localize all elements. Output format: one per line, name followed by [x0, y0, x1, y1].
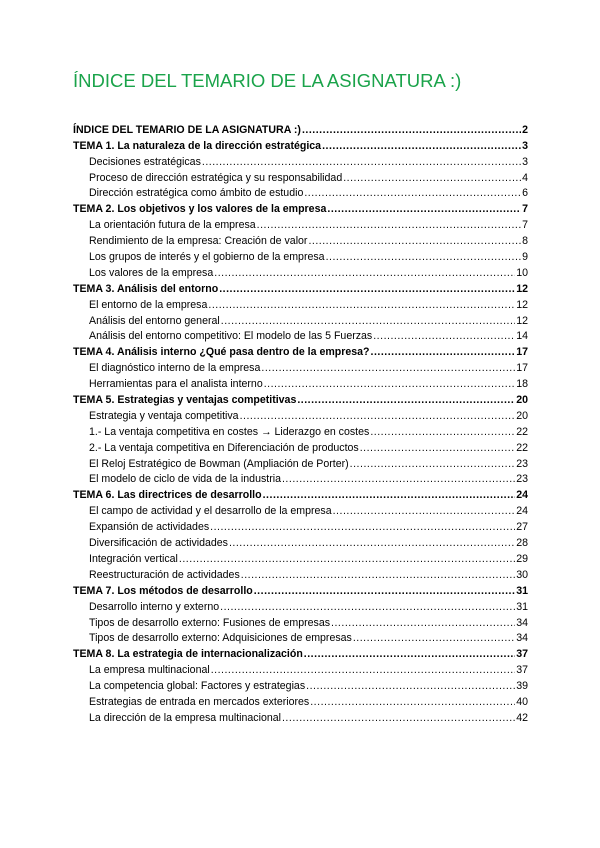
toc-entry-page-number: 20 [516, 394, 528, 407]
toc-dot-leader [327, 203, 521, 215]
toc-entry-page-number: 7 [522, 219, 528, 232]
toc-entry-page-number: 6 [522, 187, 528, 200]
toc-dot-leader [297, 394, 515, 406]
toc-entry-label: Reestructuración de actividades [89, 568, 240, 581]
toc-section-entry[interactable] [73, 374, 528, 390]
toc-section-entry[interactable] [73, 613, 528, 629]
toc-entry-label: El Reloj Estratégico de Bowman (Ampliación de Porter) [89, 457, 349, 470]
toc-dot-leader [240, 410, 516, 422]
toc-entry-label: La dirección de la empresa multinacional [89, 711, 281, 724]
toc-dot-leader [302, 124, 521, 136]
toc-entry-label: ÍNDICE DEL TEMARIO DE LA ASIGNATURA :) [73, 123, 301, 136]
toc-section-entry[interactable] [73, 629, 528, 645]
toc-section-entry[interactable] [73, 470, 528, 486]
toc-entry-page-number: 12 [516, 282, 528, 295]
toc-entry-label: La competencia global: Factores y estrategias [89, 680, 306, 693]
toc-section-entry[interactable] [73, 358, 528, 374]
toc-dot-leader [229, 537, 515, 549]
toc-entry-page-number: 23 [516, 473, 528, 486]
toc-section-entry[interactable] [73, 692, 528, 708]
toc-entry-label: Estrategias de entrada en mercados exteriores [89, 695, 310, 708]
toc-entry-page-number: 14 [516, 330, 528, 343]
toc-dot-leader [306, 680, 515, 692]
toc-entry-label: TEMA 1. La naturaleza de la dirección estratégica [73, 139, 322, 152]
toc-entry-page-number: 37 [516, 664, 528, 677]
toc-dot-leader [264, 378, 515, 390]
toc-dot-leader [220, 601, 515, 613]
toc-section-entry[interactable] [73, 501, 528, 517]
toc-section-entry[interactable] [73, 327, 528, 343]
toc-entry-page-number: 29 [516, 552, 528, 565]
toc-entry-label: Diversificación de actividades [89, 537, 228, 550]
toc-dot-leader [304, 187, 521, 199]
toc-entry-label: El entorno de la empresa [89, 298, 208, 311]
toc-entry-page-number: 20 [516, 409, 528, 422]
toc-entry-page-number: 40 [516, 695, 528, 708]
toc-entry-page-number: 12 [516, 298, 528, 311]
toc-dot-leader [322, 140, 521, 152]
toc-chapter-entry[interactable] [73, 342, 528, 358]
toc-dot-leader [282, 712, 515, 724]
toc-section-entry[interactable] [73, 565, 528, 581]
toc-entry-page-number: 17 [516, 362, 528, 375]
toc-dot-leader [371, 346, 516, 358]
toc-entry-label: TEMA 6. Las directrices de desarrollo [73, 489, 262, 502]
toc-dot-leader [333, 505, 516, 517]
toc-entry-label: Dirección estratégica como ámbito de estudio [89, 187, 304, 200]
toc-entry-page-number: 18 [516, 378, 528, 391]
toc-entry-label: Estrategia y ventaja competitiva [89, 409, 239, 422]
toc-dot-leader [326, 251, 522, 263]
toc-chapter-entry[interactable] [73, 279, 528, 295]
toc-dot-leader [202, 156, 521, 168]
toc-entry-page-number: 34 [516, 632, 528, 645]
toc-chapter-entry[interactable] [73, 581, 528, 597]
toc-entry-page-number: 22 [516, 441, 528, 454]
toc-entry-label: Los valores de la empresa [89, 266, 214, 279]
toc-section-entry[interactable] [73, 168, 528, 184]
toc-dot-leader [241, 569, 515, 581]
toc-entry-label: Herramientas para el analista interno [89, 378, 263, 391]
toc-entry-page-number: 4 [522, 171, 528, 184]
toc-entry-page-number: 31 [516, 584, 528, 597]
toc-dot-leader [208, 299, 515, 311]
toc-section-entry[interactable] [73, 517, 528, 533]
toc-entry-label: Análisis del entorno general [89, 314, 220, 327]
toc-entry-label: Integración vertical [89, 552, 178, 565]
toc-dot-leader [310, 696, 515, 708]
toc-entry-page-number: 42 [516, 711, 528, 724]
toc-entry-page-number: 27 [516, 521, 528, 534]
toc-section-entry[interactable] [73, 549, 528, 565]
toc-section-entry[interactable] [73, 597, 528, 613]
toc-entry-label: La orientación futura de la empresa [89, 219, 256, 232]
toc-dot-leader [343, 172, 521, 184]
toc-chapter-entry[interactable] [73, 390, 528, 406]
toc-section-entry[interactable] [73, 231, 528, 247]
toc-entry-label: Tipos de desarrollo externo: Adquisiciones de empresas [89, 632, 352, 645]
toc-entry-label: La empresa multinacional [89, 664, 210, 677]
toc-dot-leader [370, 426, 515, 438]
toc-chapter-entry[interactable] [73, 644, 528, 660]
toc-section-entry[interactable] [73, 438, 528, 454]
toc-entry-label: 1.- La ventaja competitiva en costes → Liderazgo en costes [89, 425, 370, 438]
toc-dot-leader [219, 283, 515, 295]
table-of-contents [73, 120, 528, 724]
toc-dot-leader [254, 585, 515, 597]
toc-section-entry[interactable] [73, 708, 528, 724]
toc-dot-leader [331, 617, 515, 629]
toc-entry-label: TEMA 5. Estrategias y ventajas competitivas [73, 394, 297, 407]
toc-entry-page-number: 2 [522, 123, 528, 136]
toc-dot-leader [261, 362, 515, 374]
toc-dot-leader [221, 315, 515, 327]
toc-entry-label: Análisis del entorno competitivo: El modelo de las 5 Fuerzas [89, 330, 373, 343]
toc-entry-page-number: 3 [522, 155, 528, 168]
toc-entry-page-number: 8 [522, 235, 528, 248]
toc-chapter-entry[interactable] [73, 485, 528, 501]
toc-entry-label: Los grupos de interés y el gobierno de la empresa [89, 251, 325, 264]
toc-dot-leader [360, 442, 515, 454]
toc-entry-page-number: 23 [516, 457, 528, 470]
toc-entry-page-number: 7 [522, 203, 528, 216]
toc-entry-label: El modelo de ciclo de vida de la industria [89, 473, 281, 486]
toc-section-entry[interactable] [73, 676, 528, 692]
toc-entry-page-number: 24 [516, 505, 528, 518]
toc-chapter-entry[interactable] [73, 199, 528, 215]
toc-entry-page-number: 17 [516, 346, 528, 359]
toc-entry-label: TEMA 4. Análisis interno ¿Qué pasa dentro de la empresa? [73, 346, 370, 359]
toc-entry-page-number: 31 [516, 600, 528, 613]
toc-entry-label: El diagnóstico interno de la empresa [89, 362, 261, 375]
toc-entry-page-number: 39 [516, 680, 528, 693]
toc-section-entry[interactable] [73, 295, 528, 311]
toc-dot-leader [373, 330, 515, 342]
toc-entry-label: TEMA 3. Análisis del entorno [73, 282, 219, 295]
toc-dot-leader [308, 235, 521, 247]
toc-entry-page-number: 3 [522, 139, 528, 152]
toc-section-entry[interactable] [73, 454, 528, 470]
toc-entry-label: TEMA 7. Los métodos de desarrollo [73, 584, 253, 597]
toc-chapter-entry[interactable] [73, 136, 528, 152]
toc-chapter-entry[interactable] [73, 120, 528, 136]
toc-dot-leader [179, 553, 515, 565]
toc-section-entry[interactable] [73, 247, 528, 263]
toc-entry-page-number: 37 [516, 648, 528, 661]
toc-entry-page-number: 34 [516, 616, 528, 629]
toc-entry-label: Rendimiento de la empresa: Creación de valor [89, 235, 308, 248]
toc-section-entry[interactable] [73, 406, 528, 422]
toc-dot-leader [353, 632, 515, 644]
toc-section-entry[interactable] [73, 263, 528, 279]
toc-dot-leader [211, 664, 515, 676]
toc-entry-page-number: 22 [516, 425, 528, 438]
toc-entry-page-number: 9 [522, 251, 528, 264]
page-title: ÍNDICE DEL TEMARIO DE LA ASIGNATURA :) [73, 70, 462, 91]
toc-section-entry[interactable] [73, 184, 528, 200]
toc-entry-label: TEMA 8. La estrategia de internacionalización [73, 648, 303, 661]
toc-section-entry[interactable] [73, 152, 528, 168]
toc-dot-leader [257, 219, 521, 231]
toc-dot-leader [214, 267, 515, 279]
toc-section-entry[interactable] [73, 533, 528, 549]
toc-dot-leader [210, 521, 515, 533]
toc-section-entry[interactable] [73, 311, 528, 327]
toc-entry-label: Tipos de desarrollo externo: Fusiones de empresas [89, 616, 331, 629]
toc-entry-page-number: 28 [516, 537, 528, 550]
toc-dot-leader [282, 473, 515, 485]
toc-entry-label: Decisiones estratégicas [89, 155, 201, 168]
toc-entry-page-number: 12 [516, 314, 528, 327]
toc-section-entry[interactable] [73, 422, 528, 438]
toc-entry-page-number: 24 [516, 489, 528, 502]
toc-section-entry[interactable] [73, 660, 528, 676]
toc-dot-leader [350, 458, 516, 470]
toc-section-entry[interactable] [73, 215, 528, 231]
toc-entry-label: TEMA 2. Los objetivos y los valores de la empresa [73, 203, 327, 216]
toc-entry-label: Expansión de actividades [89, 521, 210, 534]
toc-entry-page-number: 10 [516, 266, 528, 279]
toc-entry-label: 2.- La ventaja competitiva en Diferenciación de productos [89, 441, 359, 454]
toc-dot-leader [304, 648, 515, 660]
toc-entry-label: El campo de actividad y el desarrollo de la empresa [89, 505, 332, 518]
toc-entry-page-number: 30 [516, 568, 528, 581]
toc-entry-label: Desarrollo interno y externo [89, 600, 220, 613]
toc-dot-leader [263, 489, 516, 501]
toc-entry-label: Proceso de dirección estratégica y su responsabilidad [89, 171, 343, 184]
